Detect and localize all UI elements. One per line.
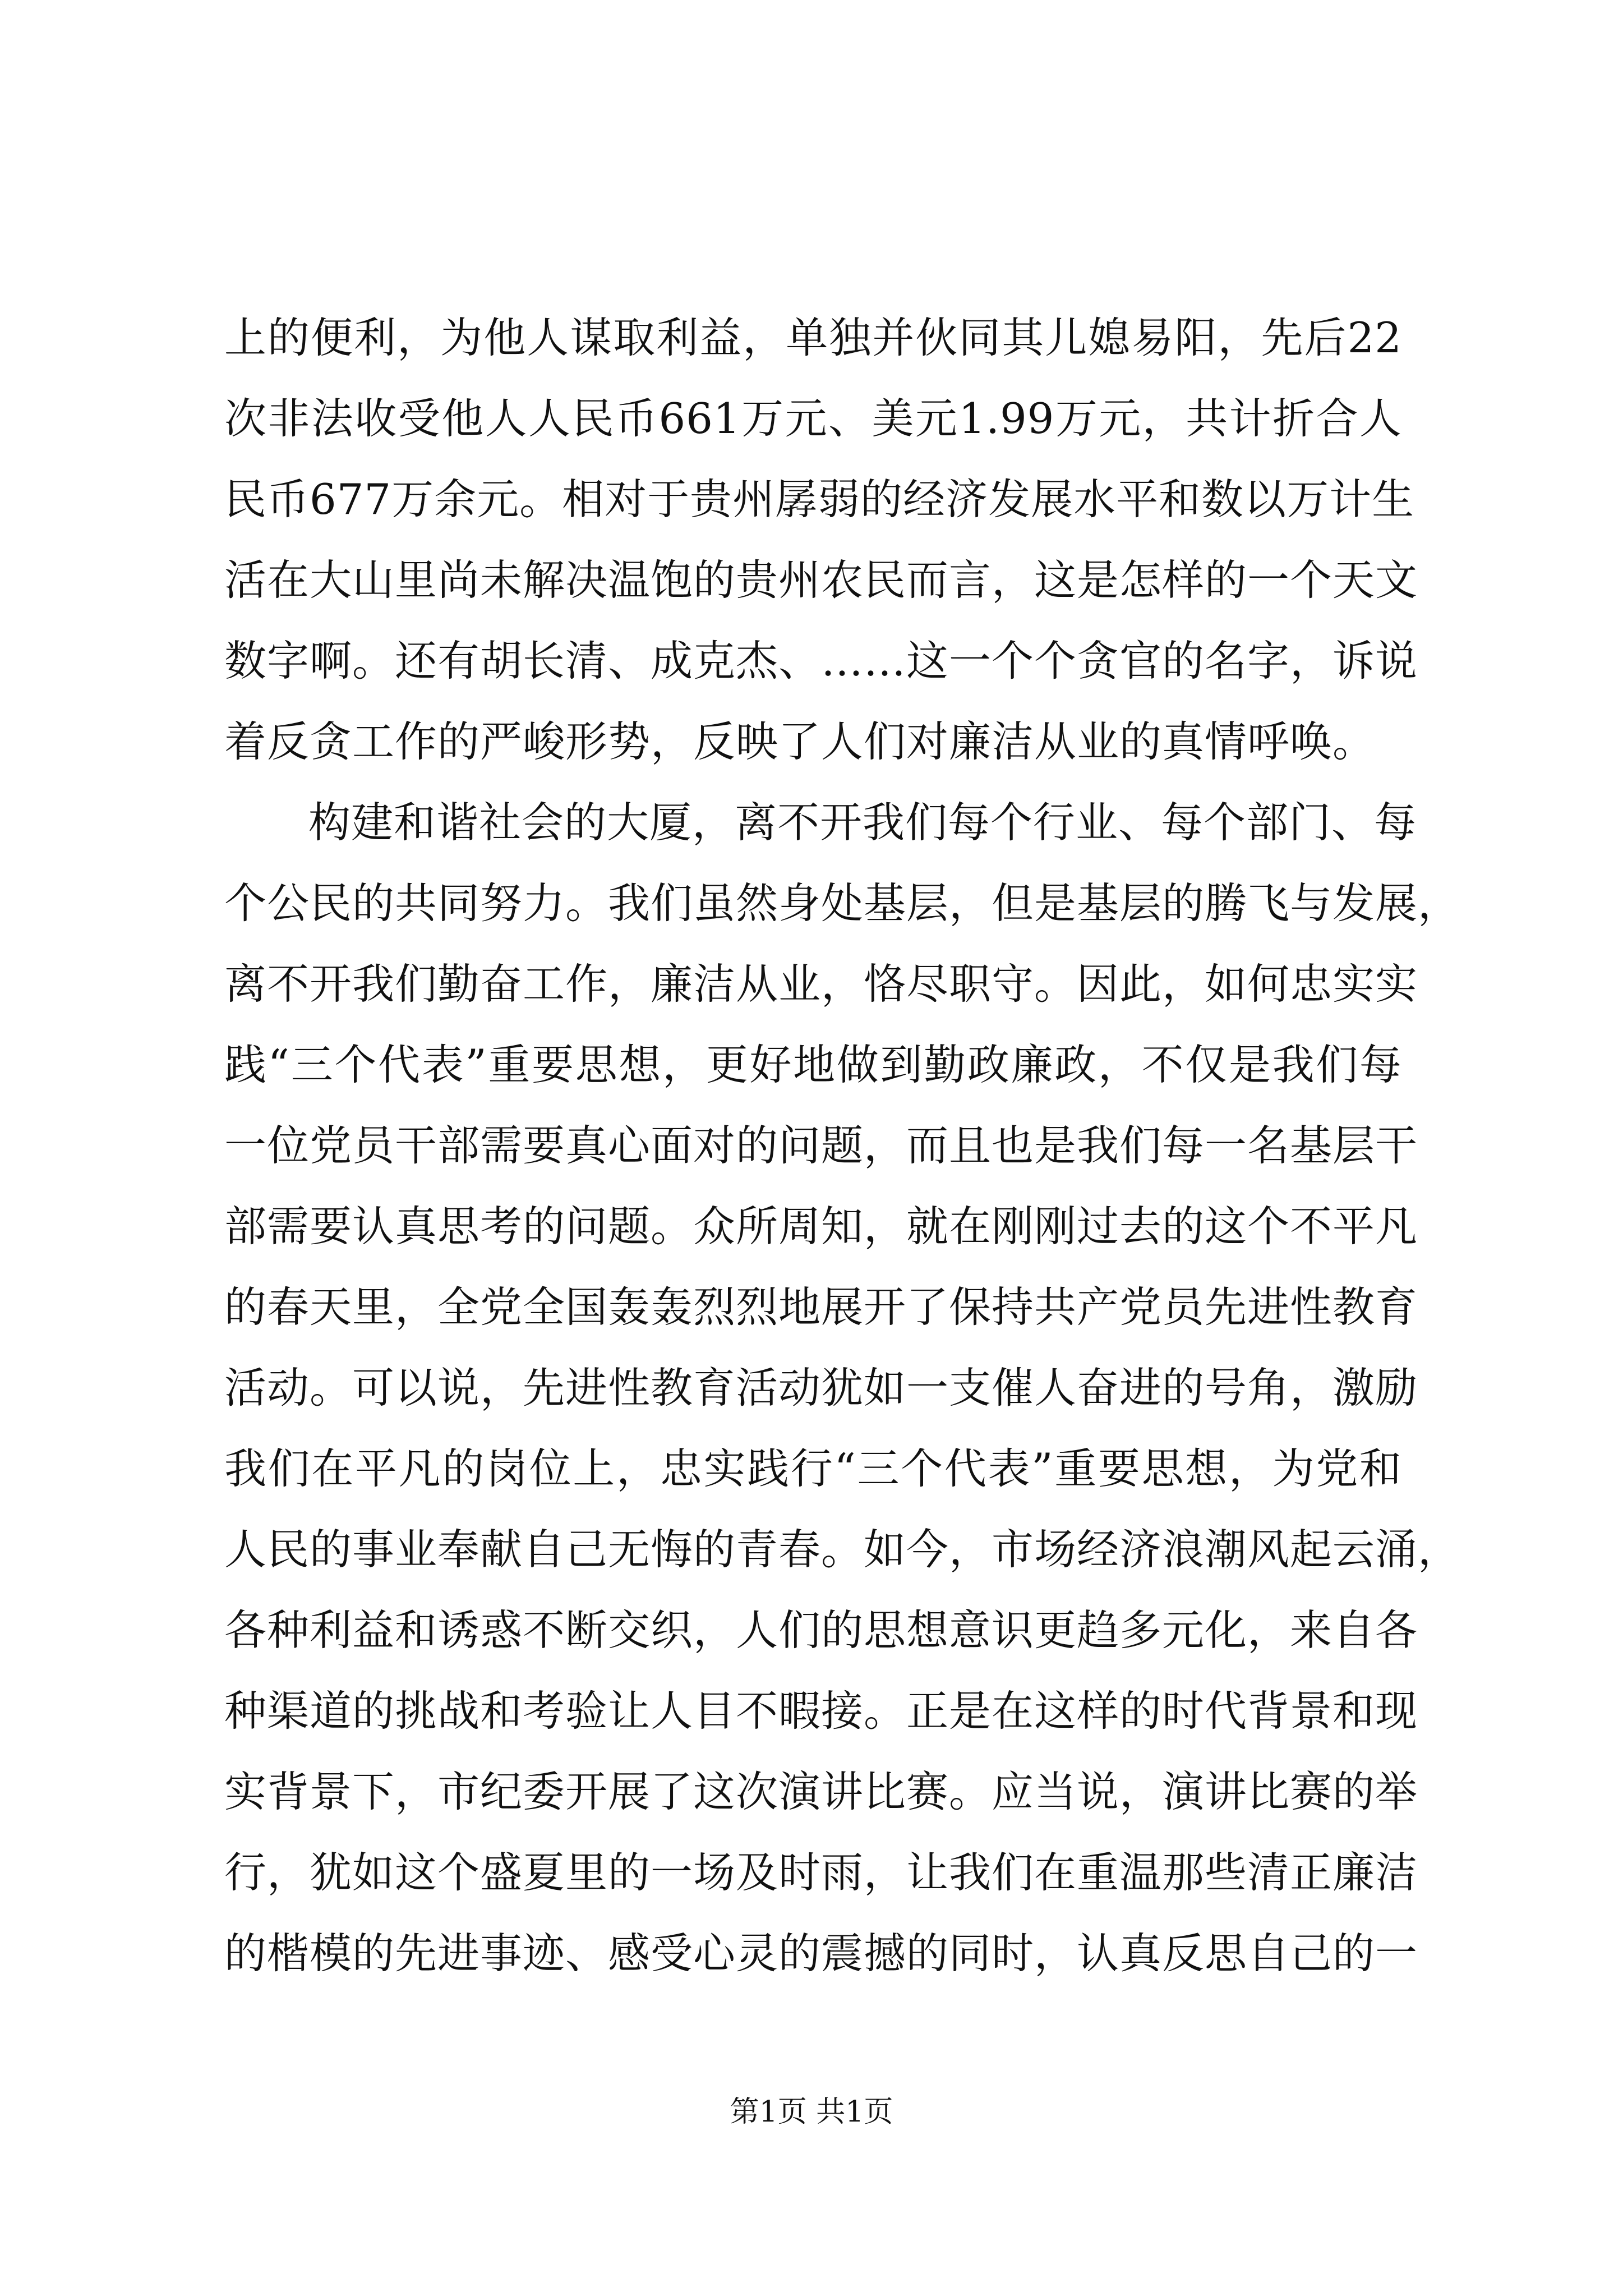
text-line: 种渠道的挑战和考验让人目不暇接。正是在这样的时代背景和现 (224, 1686, 1418, 1736)
text-line: 着反贪工作的严峻形势，反映了人们对廉洁从业的真情呼唤。 (224, 717, 1376, 766)
text-line: 活动。可以说，先进性教育活动犹如一支催人奋进的号角，激励 (224, 1363, 1418, 1412)
text-line: 的春天里，全党全国轰轰烈烈地展开了保持共产党员先进性教育 (224, 1282, 1418, 1332)
text-line: 我们在平凡的岗位上，忠实践行“三个代表”重要思想，为党和 (224, 1444, 1402, 1493)
text-line: 个公民的共同努力。我们虽然身处基层，但是基层的腾飞与发展， (224, 878, 1461, 928)
text-line: 实背景下，市纪委开展了这次演讲比赛。应当说，演讲比赛的举 (224, 1767, 1418, 1816)
page-number-footer: 第1页 共1页 (730, 2095, 893, 2129)
text-line: 活在大山里尚未解决温饱的贵州农民而言，这是怎样的一个天文 (224, 555, 1418, 605)
text-line: 离不开我们勤奋工作，廉洁从业，恪尽职守。因此，如何忠实实 (224, 959, 1418, 1009)
text-line: 部需要认真思考的问题。众所周知，就在刚刚过去的这个不平凡 (224, 1202, 1418, 1251)
text-line: 数字啊。还有胡长清、成克杰、……这一个个贪官的名字，诉说 (224, 636, 1418, 685)
text-line: 的楷模的先进事迹、感受心灵的震撼的同时，认真反思自己的一 (224, 1929, 1418, 1978)
text-line: 人民的事业奉献自己无悔的青春。如今，市场经济浪潮风起云涌， (224, 1525, 1461, 1574)
text-line: 一位党员干部需要真心面对的问题，而且也是我们每一名基层干 (224, 1121, 1418, 1170)
text-line: 构建和谐社会的大厦，离不开我们每个行业、每个部门、每 (308, 798, 1417, 847)
text-line: 践“三个代表”重要思想，更好地做到勤政廉政，不仅是我们每 (224, 1040, 1402, 1089)
text-line: 次非法收受他人人民币661万元、美元1.99万元，共计折合人 (224, 394, 1402, 443)
paragraph-1 (224, 297, 1418, 782)
document-body (224, 297, 1461, 1994)
text-line: 行，犹如这个盛夏里的一场及时雨，让我们在重温那些清正廉洁 (224, 1848, 1418, 1897)
text-line: 各种利益和诱惑不断交织，人们的思想意识更趋多元化，来自各 (224, 1605, 1418, 1655)
text-line: 上的便利，为他人谋取利益，单独并伙同其儿媳易阳，先后22 (224, 313, 1402, 362)
paragraph-2 (224, 782, 1461, 1994)
text-line: 民币677万余元。相对于贵州孱弱的经济发展水平和数以万计生 (224, 475, 1415, 524)
